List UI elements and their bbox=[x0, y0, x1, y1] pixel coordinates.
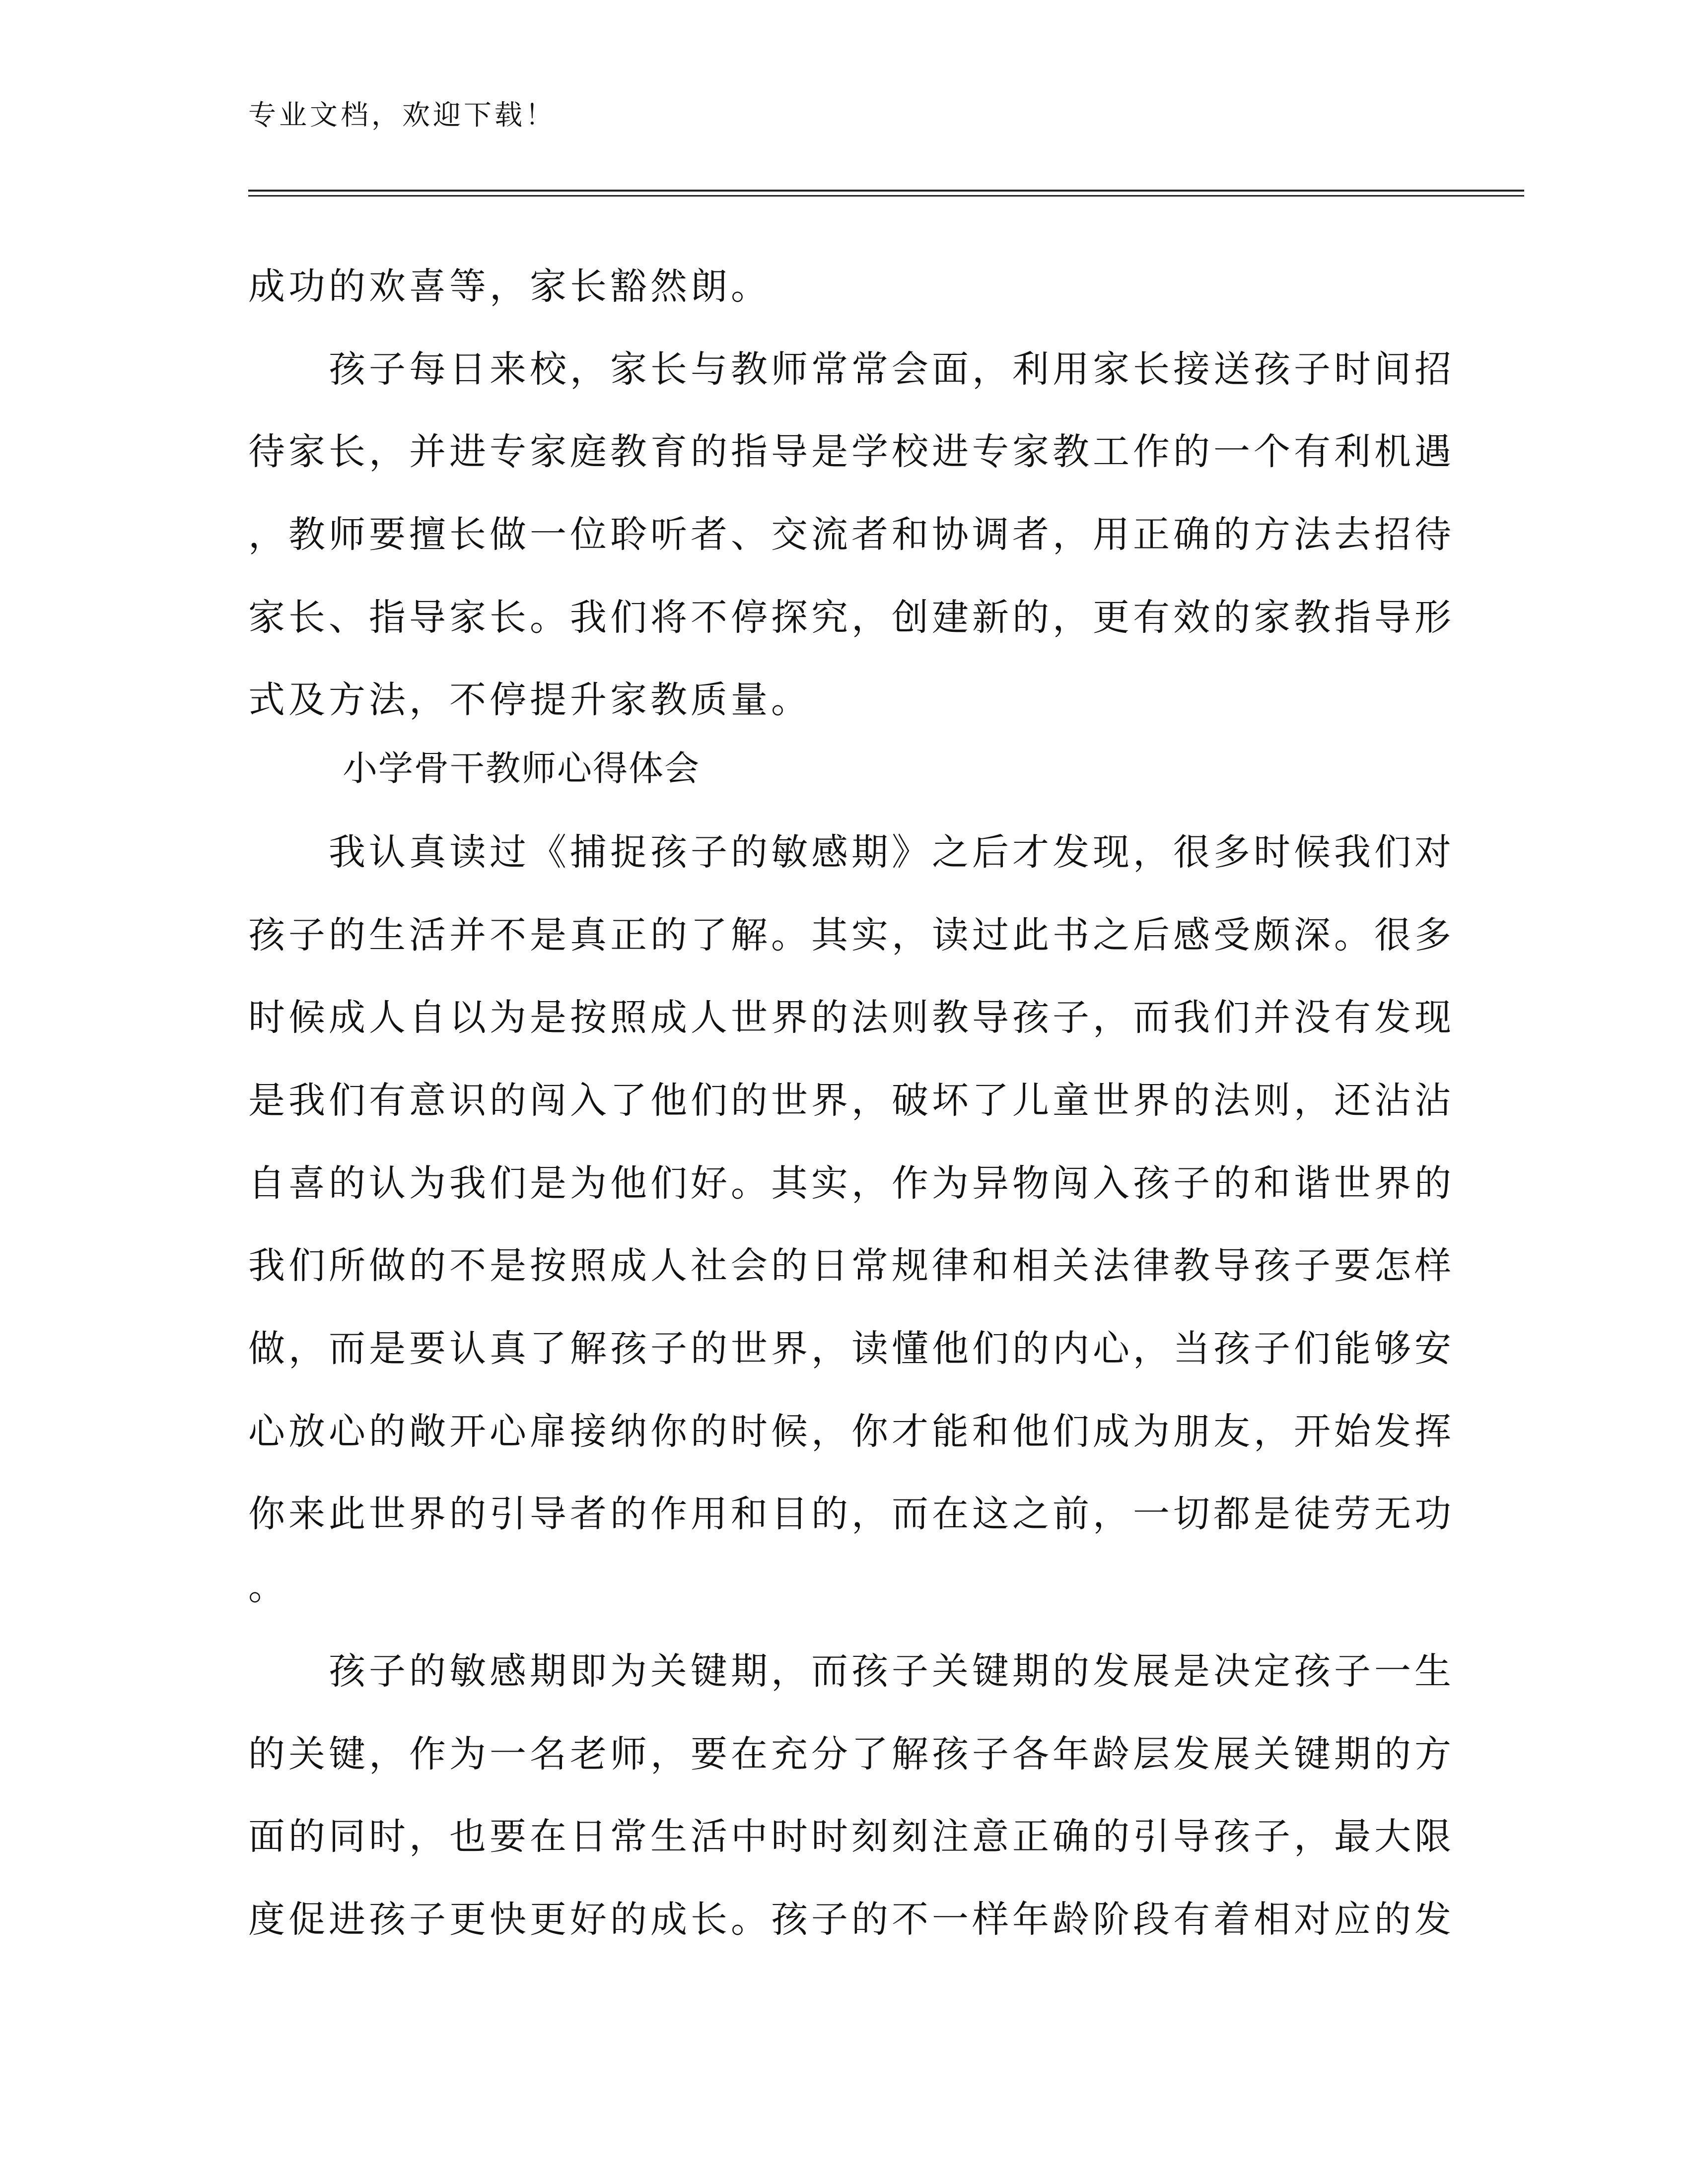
paragraph-line: 孩子的敏感期即为关键期，而孩子关键期的发展是决定孩子一生 bbox=[248, 1650, 1455, 1693]
section-heading: 小学骨干教师心得体会 bbox=[343, 748, 700, 789]
paragraph-line: 心放心的敞开心扉接纳你的时候，你才能和他们成为朋友，开始发挥 bbox=[248, 1410, 1455, 1453]
paragraph-line: 做，而是要认真了解孩子的世界，读懂他们的内心，当孩子们能够安 bbox=[248, 1327, 1455, 1370]
paragraph-line: 面的同时，也要在日常生活中时时刻刻注意正确的引导孩子，最大限 bbox=[248, 1815, 1455, 1858]
page-header-text: 专业文档，欢迎下载！ bbox=[248, 99, 556, 132]
paragraph-line: 式及方法，不停提升家教质量。 bbox=[248, 679, 811, 721]
paragraph-line: 是我们有意识的闯入了他们的世界，破坏了儿童世界的法则，还沾沾 bbox=[248, 1079, 1455, 1122]
paragraph-line: 。 bbox=[248, 1566, 288, 1608]
paragraph-line: 孩子每日来校，家长与教师常常会面，利用家长接送孩子时间招 bbox=[248, 348, 1455, 391]
paragraph-line: 的关键，作为一名老师，要在充分了解孩子各年龄层发展关键期的方 bbox=[248, 1733, 1455, 1775]
paragraph-line: 我们所做的不是按照成人社会的日常规律和相关法律教导孩子要怎样 bbox=[248, 1244, 1455, 1287]
paragraph-line: 成功的欢喜等，家长豁然朗。 bbox=[248, 265, 771, 308]
paragraph-line: 我认真读过《捕捉孩子的敏感期》之后才发现，很多时候我们对 bbox=[248, 831, 1455, 874]
paragraph-line: 孩子的生活并不是真正的了解。其实，读过此书之后感受颇深。很多 bbox=[248, 914, 1455, 956]
paragraph-line: 时候成人自以为是按照成人世界的法则教导孩子，而我们并没有发现 bbox=[248, 996, 1455, 1039]
paragraph-line: 自喜的认为我们是为他们好。其实，作为异物闯入孩子的和谐世界的 bbox=[248, 1162, 1455, 1205]
paragraph-line: 家长、指导家长。我们将不停探究，创建新的，更有效的家教指导形 bbox=[248, 596, 1455, 639]
header-rule-top bbox=[248, 190, 1524, 192]
paragraph-line: 你来此世界的引导者的作用和目的，而在这之前，一切都是徒劳无功 bbox=[248, 1493, 1455, 1535]
paragraph-line: 度促进孩子更快更好的成长。孩子的不一样年龄阶段有着相对应的发 bbox=[248, 1898, 1455, 1941]
header-rule-bottom bbox=[248, 195, 1524, 197]
paragraph-line: 待家长，并进专家庭教育的指导是学校进专家教工作的一个有利机遇 bbox=[248, 430, 1455, 473]
paragraph-line: ，教师要擅长做一位聆听者、交流者和协调者，用正确的方法去招待 bbox=[248, 513, 1455, 556]
